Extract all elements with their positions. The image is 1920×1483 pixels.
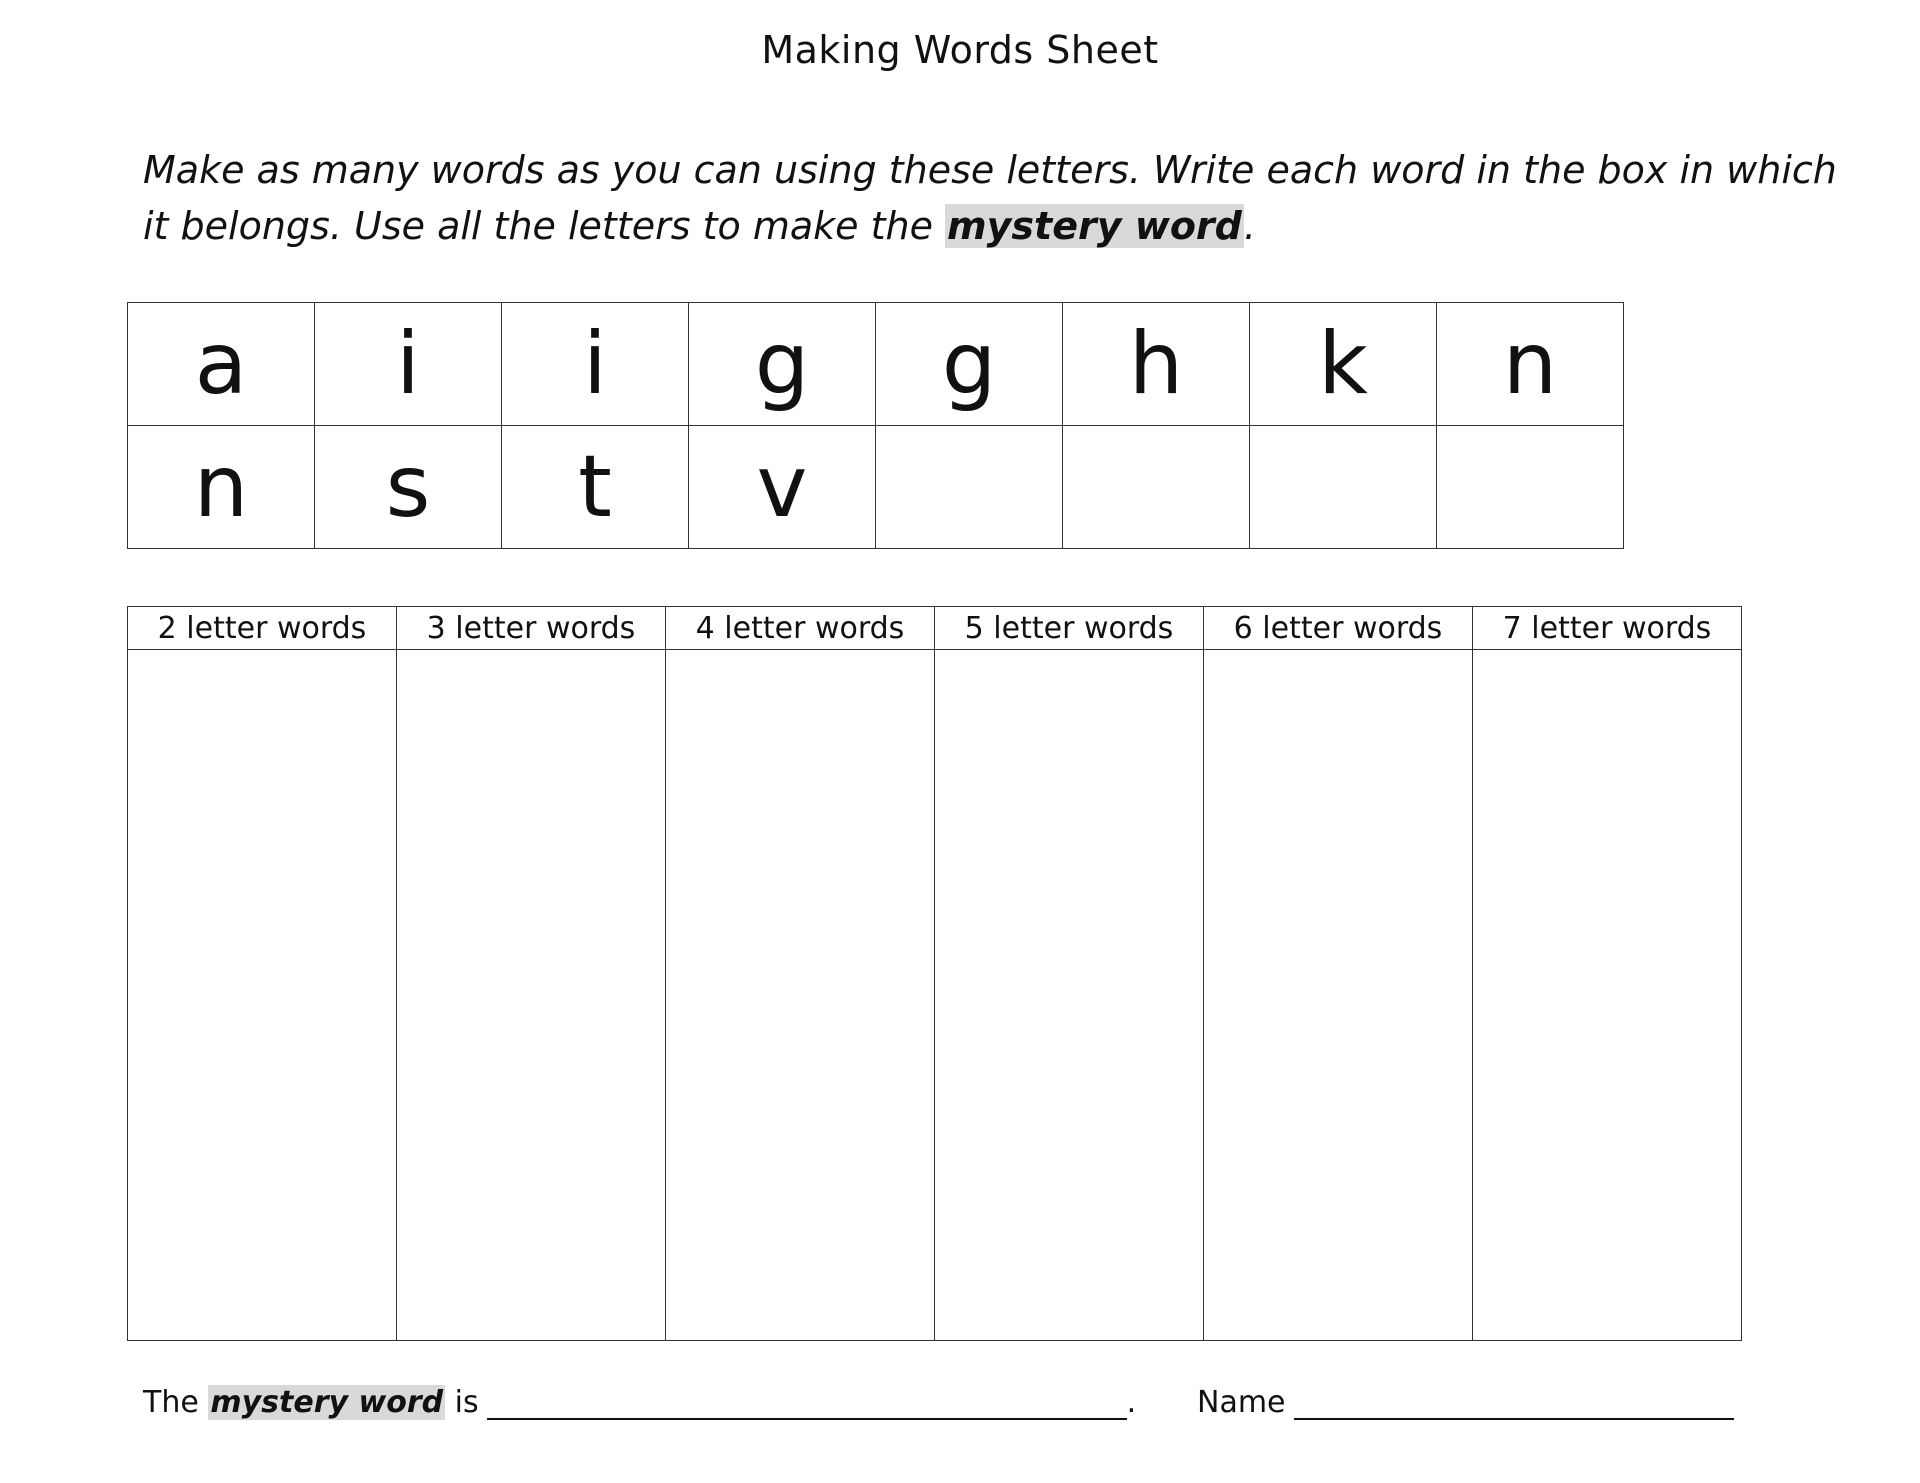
letter-cell bbox=[1437, 426, 1624, 549]
column-header-2-letter: 2 letter words bbox=[128, 607, 397, 650]
letter-row-2 bbox=[128, 426, 1624, 549]
letter-cell: g bbox=[689, 303, 876, 426]
letter-cell: i bbox=[502, 303, 689, 426]
word-box-3-letter[interactable] bbox=[397, 650, 666, 1341]
word-box-5-letter[interactable] bbox=[935, 650, 1204, 1341]
letter-grid bbox=[127, 302, 1624, 549]
letter-cell: a bbox=[128, 303, 315, 426]
column-header-3-letter: 3 letter words bbox=[397, 607, 666, 650]
word-table bbox=[127, 606, 1742, 1341]
mystery-word-highlight-footer: mystery word bbox=[210, 1385, 444, 1420]
letter-cell: k bbox=[1250, 303, 1437, 426]
mystery-suffix: is bbox=[454, 1385, 479, 1420]
name-label: Name bbox=[1197, 1385, 1286, 1420]
word-table-body bbox=[128, 650, 1742, 1341]
column-header-4-letter: 4 letter words bbox=[666, 607, 935, 650]
letter-cell: n bbox=[1437, 303, 1624, 426]
letter-cell: s bbox=[315, 426, 502, 549]
letter-cell: h bbox=[1063, 303, 1250, 426]
instructions bbox=[143, 142, 1843, 254]
letter-cell bbox=[1250, 426, 1437, 549]
page-title: Making Words Sheet bbox=[761, 28, 1159, 72]
word-box-7-letter[interactable] bbox=[1473, 650, 1742, 1341]
mystery-word-blank[interactable] bbox=[487, 1388, 1127, 1420]
letter-cell bbox=[1063, 426, 1250, 549]
column-header-7-letter: 7 letter words bbox=[1473, 607, 1742, 650]
letter-cell: i bbox=[315, 303, 502, 426]
name-line bbox=[1197, 1385, 1734, 1420]
mystery-end: . bbox=[1126, 1385, 1137, 1420]
word-table-header bbox=[128, 607, 1742, 650]
mystery-word-highlight: mystery word bbox=[947, 204, 1242, 248]
letter-row-1 bbox=[128, 303, 1624, 426]
mystery-word-line bbox=[143, 1385, 1136, 1420]
instructions-end: . bbox=[1243, 204, 1256, 248]
letter-cell: g bbox=[876, 303, 1063, 426]
letter-cell: v bbox=[689, 426, 876, 549]
column-header-5-letter: 5 letter words bbox=[935, 607, 1204, 650]
letter-cell: t bbox=[502, 426, 689, 549]
word-box-4-letter[interactable] bbox=[666, 650, 935, 1341]
name-blank[interactable] bbox=[1294, 1388, 1734, 1420]
column-header-6-letter: 6 letter words bbox=[1204, 607, 1473, 650]
instructions-text: Make as many words as you can using these letters. Write each word in the box in which it belongs. Use all the letters to make the bbox=[143, 148, 1837, 248]
letter-cell: n bbox=[128, 426, 315, 549]
letter-cell bbox=[876, 426, 1063, 549]
mystery-prefix: The bbox=[143, 1385, 199, 1420]
word-box-6-letter[interactable] bbox=[1204, 650, 1473, 1341]
word-box-2-letter[interactable] bbox=[128, 650, 397, 1341]
